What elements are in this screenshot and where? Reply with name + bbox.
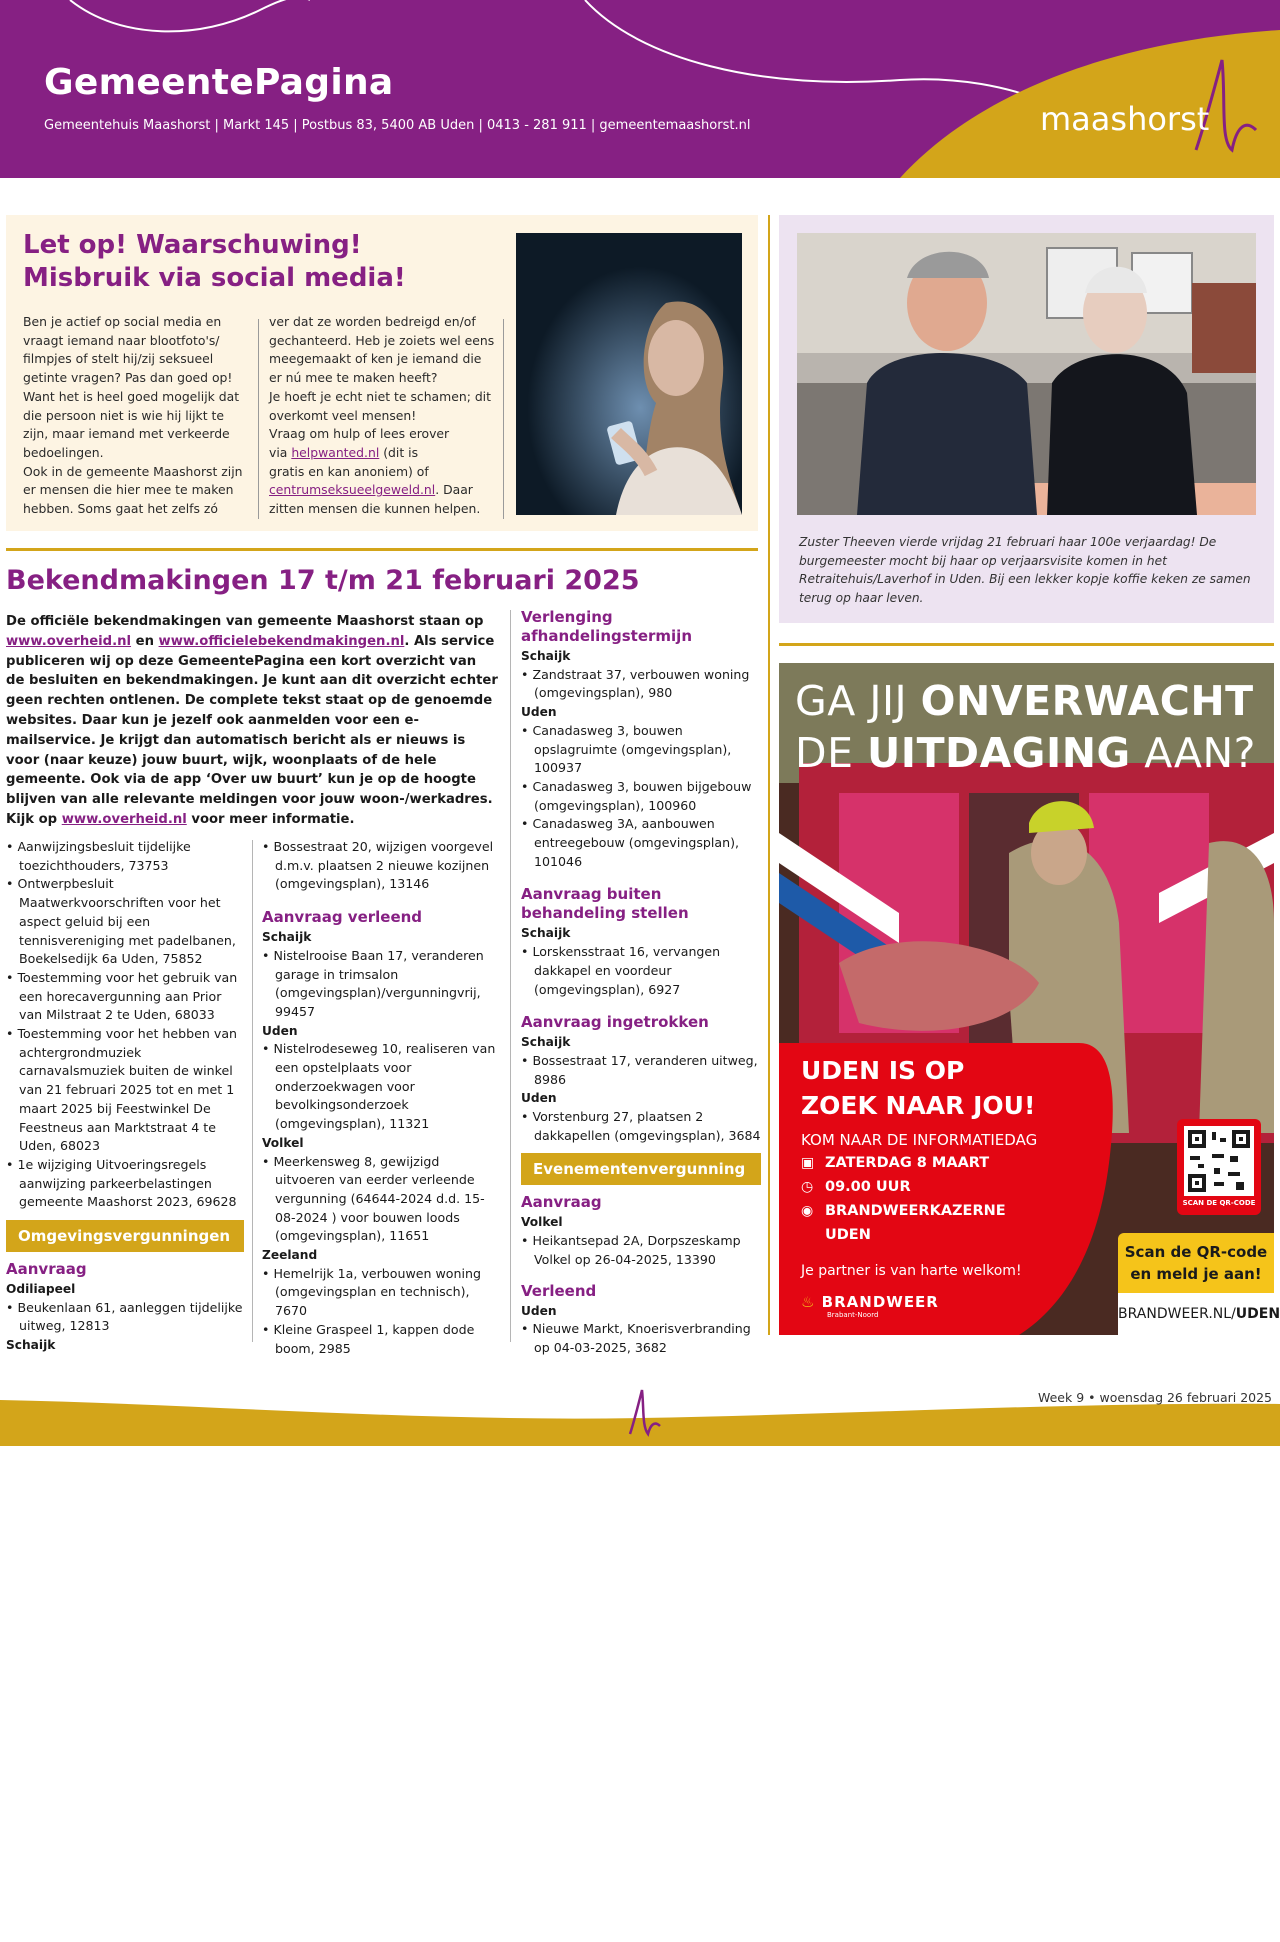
text-line: filmpjes of stelt hij/zij seksueel [23,351,214,367]
list-item: • Meerkensweg 8, gewijzigd uitvoeren van eerder verleende vergunning (64644-2024 d.d. 15-08-2024 ) voor bouwen loods (omgevingsplan), 11651 [262,1153,502,1247]
place-uden: Uden [521,705,557,720]
overheid-link-2[interactable]: www.overheid.nl [61,811,187,827]
text-line: er nú mee te maken heeft? [269,370,438,386]
ad-place: BRANDWEERKAZERNE [825,1203,1006,1219]
list-item: • Heikantsepad 2A, Dorpszeskamp Volkel op 26-04-2025, 13390 [521,1232,761,1269]
list-item: • Beukenlaan 61, aanleggen tijdelijke uitweg, 12813 [6,1299,244,1336]
bekendmakingen-intro [6,612,498,830]
text-line: getinte vragen? Pas dan goed op! [23,370,233,386]
text-line: Want het is heel goed mogelijk dat [23,388,240,404]
gold-divider [779,643,1274,646]
birthday-photo-card [779,215,1274,623]
via-suffix: (dit is [379,444,419,460]
qr-code-image [1184,1126,1254,1196]
place-schaijk: Schaijk [521,1035,571,1050]
page-header [0,0,1280,178]
clock-icon: ◷ [801,1179,814,1195]
brandweer-url[interactable] [1118,1293,1280,1335]
phone-woman-photo [516,233,742,515]
place-uden: Uden [521,1303,557,1318]
ad-info-line: KOM NAAR DE INFORMATIEDAG [801,1131,1038,1149]
ad-big-line1: UDEN IS OP [801,1056,965,1085]
flame-icon: ♨ [801,1293,822,1311]
list-item: • 1e wijziging Uitvoeringsregels aanwijzing parkeerbelastingen gemeente Maashorst 2023, 69628 [6,1156,244,1212]
place-uden: Uden [262,1023,298,1038]
url-part-bold: UDEN [1235,1306,1280,1322]
text-line: Ook in de gemeente Maashorst zijn [23,463,243,479]
maashorst-logo: maashorst [1040,100,1210,138]
brandweer-recruitment-ad [779,663,1280,1335]
list-item: • Kleine Graspeel 1, kappen dode boom, 2985 [262,1321,502,1358]
column-divider [510,610,511,1342]
aanvraag-verleend-heading: Aanvraag verleend [262,908,423,927]
column-divider [252,840,253,1342]
overheid-link[interactable]: www.overheid.nl [6,633,132,649]
last-line: zitten mensen die kunnen helpen. [269,501,481,517]
list-item: • Hemelrijk 1a, verbouwen woning (omgevingsplan en technisch), 7670 [262,1265,502,1321]
intro-text: De officiële bekendmakingen van gemeente Maashorst staan op [6,614,484,629]
text-line: Vraag om hulp of lees erover [269,426,450,442]
ad-big-line2: ZOEK NAAR JOU! [801,1091,1036,1120]
announcements-column-b [262,838,502,1358]
list-item: • Bossestraat 17, veranderen uitweg, 8986 [521,1052,761,1089]
via-prefix: via [269,444,292,460]
list-item: • Aanwijzingsbesluit tijdelijke toezichthouders, 73753 [6,838,244,875]
ad-partner-note: Je partner is van harte welkom! [801,1263,1022,1279]
aanvraag-heading: Aanvraag [6,1260,87,1279]
ad-headline [795,675,1256,779]
list-item: • Zandstraat 37, verbouwen woning (omgevingsplan), 980 [521,666,761,703]
evenementenvergunning-banner: Evenementenvergunning [521,1153,761,1185]
list-item: • Nistelrooise Baan 17, veranderen garage in trimsalon (omgevingsplan)/vergunningvrij, 99457 [262,947,502,1022]
warning-column-1 [23,313,249,519]
omgevingsvergunningen-banner: Omgevingsvergunningen [6,1220,244,1252]
helpwanted-link[interactable]: helpwanted.nl [291,444,380,460]
qr-code[interactable] [1177,1119,1261,1215]
text-line: meegemaakt of ken je iemand die [269,351,482,367]
ad-date-row [801,1151,1101,1175]
ad-time-row [801,1175,1101,1199]
verlenging-heading: Verlenging afhandelingstermijn [521,608,692,645]
ad-place-row [801,1199,1101,1223]
buiten-behandeling-heading: Aanvraag buiten behandeling stellen [521,885,689,923]
list-item: • Nieuwe Markt, Knoerisverbranding op 04-03-2025, 3682 [521,1320,761,1357]
text-line: overkomt veel mensen! [269,407,417,423]
warning-title-line1: Let op! Waarschuwing! [23,230,362,260]
place-schaijk: Schaijk [6,1338,56,1353]
list-item: • Nistelrodeseweg 10, realiseren van een opstelplaats voor onderzoekwagen voor bevolkingsonderzoek (omgevingsplan), 11321 [262,1040,502,1134]
municipality-address: Gemeentehuis Maashorst | Markt 145 | Postbus 83, 5400 AB Uden | 0413 - 281 911 | gemeentemaashorst.nl [44,118,751,133]
intro-text: voor meer informatie. [186,811,355,827]
list-item: • Bossestraat 20, wijzigen voorgevel d.m.v. plaatsen 2 nieuwe kozijnen (omgevingsplan), 13146 [262,838,502,894]
text-line: gechanteerd. Heb je zoiets wel eens [269,332,495,348]
ad-headline-part: DE [795,729,868,777]
text-line: bedoelingen. [23,444,104,460]
list-item: • Toestemming voor het hebben van achtergrondmuziek carnavalsmuziek buiten de winkel van 21 februari 2025 tot en met 1 maart 2025 bij Feestwinkel De Feestneus aan Marktstraat 4 te Uden, 68023 [6,1025,244,1156]
text-line: die persoon niet is wie hij lijkt te [23,407,225,423]
via-line [269,444,497,463]
text-line: zijn, maar iemand met verkeerde [23,426,230,442]
brandweer-region: Brabant-Noord [827,1311,879,1319]
qr-label: SCAN DE QR-CODE [1182,1199,1256,1207]
text-line: Ben je actief op social media en [23,314,222,329]
ad-headline-part: AAN? [1130,729,1256,777]
place-schaijk: Schaijk [262,930,312,945]
list-item: • Canadasweg 3, bouwen opslagruimte (omgevingsplan), 100937 [521,722,761,778]
ad-place-2: UDEN [825,1227,871,1243]
ad-headline-part: GA JIJ [795,677,921,725]
location-pin-icon: ◉ [801,1203,814,1219]
scan-cta-line2: en meld je aan! [1130,1265,1262,1283]
csg-suffix: . Daar [435,482,473,498]
warning-title-line2: Misbruik via social media! [23,263,406,293]
calendar-icon: ▣ [801,1155,815,1171]
ad-place-row-2 [801,1223,1101,1247]
place-volkel: Volkel [521,1215,563,1230]
warning-article [6,215,758,531]
list-item: • Canadasweg 3A, aanbouwen entreegebouw (omgevingsplan), 101046 [521,815,761,871]
page-title: GemeentePagina [44,62,394,103]
place-schaijk: Schaijk [521,649,571,663]
text-line: Je hoeft je echt niet te schamen; dit [269,388,491,404]
gold-divider [6,548,758,551]
brandweer-brand: BRANDWEER [821,1293,939,1311]
text-line: vraagt iemand naar blootfoto's/ [23,332,220,348]
intro-text: . Als service publiceren wij op deze GemeentePagina een kort overzicht van de besluiten en bekendmakingen. Je kunt aan dit overzicht echter geen rechten ontlenen. De complete tekst staat op de genoemde websites. Daar kun je jezelf ook aanmelden voor een e-mailservice. Je krijgt dan automatisch bericht als er nieuws is voor (naar keuze) jouw buurt, wijk, woonplaats of de hele gemeente. Ook via de app ‘Over uw buurt’ kun je op de hoogte blijven van alle relevante meldingen voor jouw woon-/werkadres. Kijk op [6,633,498,827]
list-item: • Lorskensstraat 16, vervangen dakkapel en voordeur (omgevingsplan), 6927 [521,943,761,999]
text-line: hebben. Soms gaat het zelfs zó [23,501,219,517]
place-odiliapeel: Odiliapeel [6,1282,76,1297]
scan-cta [1118,1233,1274,1293]
gratis-line: gratis en kan anoniem) of [269,463,429,479]
text-line: ver dat ze worden bedreigd en/of [269,314,476,329]
warning-column-2 [269,313,497,519]
ev-aanvraag-heading: Aanvraag [521,1193,602,1212]
place-zeeland: Zeeland [262,1248,318,1263]
mayor-nun-photo [797,233,1256,515]
general-announcements-list [6,838,244,1212]
list-item: • Toestemming voor het gebruik van een horecavergunning aan Prior van Milstraat 2 te Uden, 68033 [6,969,244,1025]
warning-title [23,229,483,295]
column-divider [503,319,504,519]
scan-cta-line1: Scan de QR-code [1124,1243,1268,1261]
ad-time: 09.00 UUR [825,1179,911,1195]
ad-date: ZATERDAG 8 MAART [825,1155,990,1171]
text-line: er mensen die hier mee te maken [23,482,234,498]
footer-date: Week 9 • woensdag 26 februari 2025 [1037,1390,1272,1405]
csg-line [269,481,497,500]
list-item: • Canadasweg 3, bouwen bijgebouw (omgevingsplan), 100960 [521,778,761,815]
right-column-divider [768,215,770,1335]
place-schaijk: Schaijk [521,926,571,941]
bekendmakingen-title: Bekendmakingen 17 t/m 21 februari 2025 [6,565,640,596]
column-divider [258,319,259,519]
place-uden: Uden [521,1091,557,1106]
officielebekendmakingen-link[interactable]: www.officielebekendmakingen.nl [158,633,405,649]
brandweer-logo [801,1293,939,1319]
ad-headline-bold: UITDAGING [867,729,1131,777]
ad-headline-bold: ONVERWACHT [920,677,1254,725]
announcements-column-a [6,838,244,1355]
centrumseksueelgeweld-link[interactable]: centrumseksueelgeweld.nl [269,482,436,498]
place-volkel: Volkel [262,1135,304,1150]
list-item: • Ontwerpbesluit Maatwerkvoorschriften voor het aspect geluid bij een tennisvereniging met padelbanen, Boekelsedijk 6a Uden, 75852 [6,875,244,969]
intro-text: en [131,633,159,649]
list-item: • Vorstenburg 27, plaatsen 2 dakkapellen (omgevingsplan), 3684 [521,1108,761,1145]
ev-verleend-heading: Verleend [521,1281,597,1300]
photo-caption: Zuster Theeven vierde vrijdag 21 februari haar 100e verjaardag! De burgemeester mocht bij haar op verjaarsvisite komen in het Retraitehuis/Laverhof in Uden. Bij een lekker kopje koffie keken ze samen terug op haar leven. [799,535,1251,606]
announcements-column-c [521,608,761,1358]
ad-red-text [801,1053,1101,1281]
url-part: BRANDWEER.NL/ [1118,1306,1236,1322]
ingetrokken-heading: Aanvraag ingetrokken [521,1013,709,1032]
